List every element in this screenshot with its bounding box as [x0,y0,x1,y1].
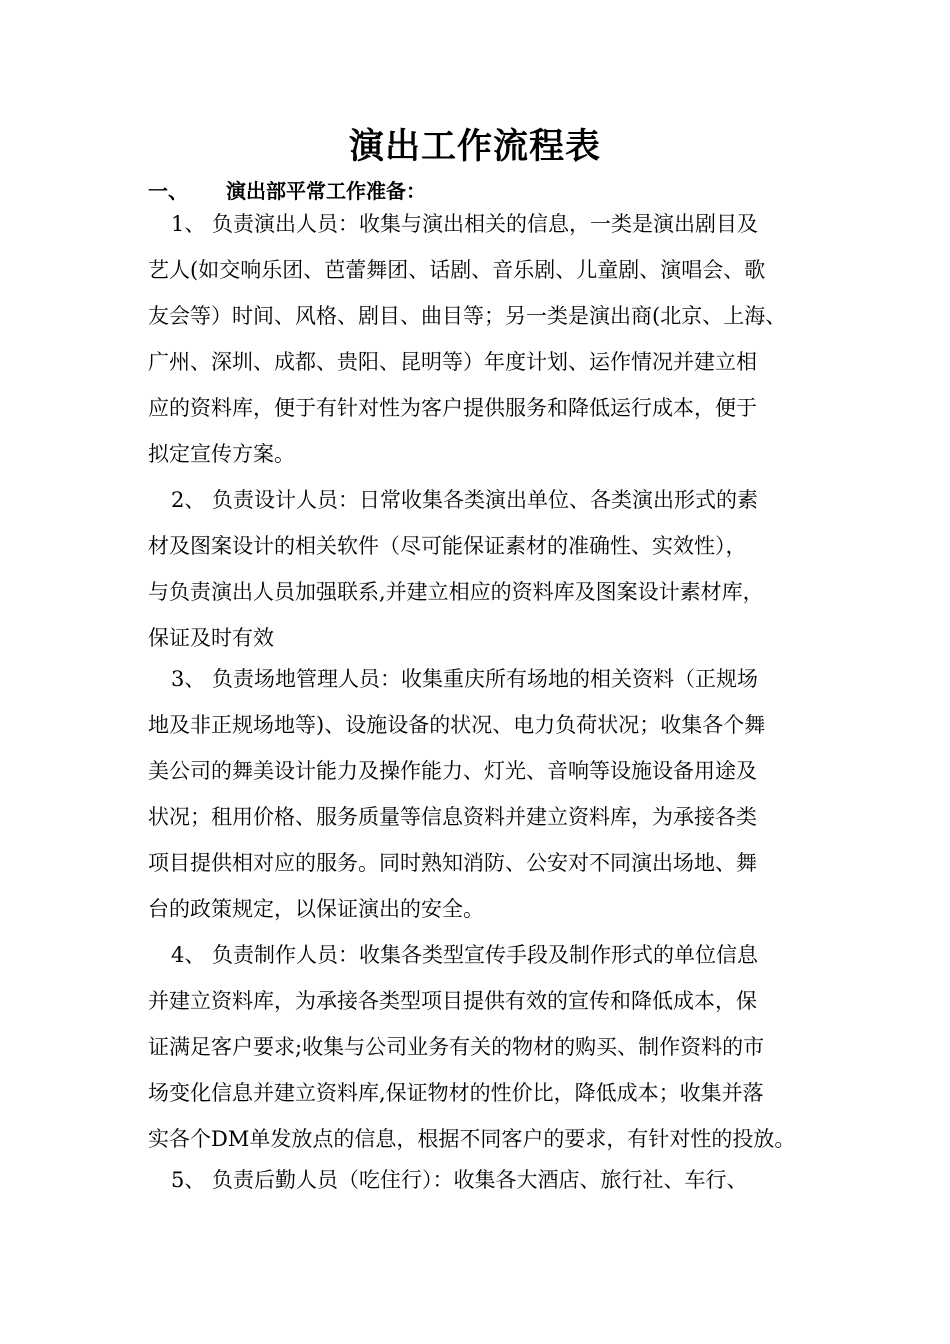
paragraph-line: 广州、深圳、成都、贵阳、昆明等）年度计划、运作情况并建立相 [148,350,757,374]
paragraph-line: 保证及时有效 [148,626,274,650]
paragraph-line: 4、 负责制作人员：收集各类型宣传手段及制作形式的单位信息 [171,943,759,967]
paragraph-line: 2、 负责设计人员：日常收集各类演出单位、各类演出形式的素 [171,488,759,512]
paragraph-line: 艺人(如交响乐团、芭蕾舞团、话剧、音乐剧、儿童剧、演唱会、歌 [148,258,766,282]
paragraph-line: 场变化信息并建立资料库,保证物材的性价比，降低成本；收集并落 [148,1081,764,1105]
paragraph-line: 5、 负责后勤人员（吃住行）：收集各大酒店、旅行社、车行、 [171,1168,748,1192]
paragraph-line: 实各个DM单发放点的信息，根据不同客户的要求，有针对性的投放。 [148,1127,796,1151]
paragraph-line: 材及图案设计的相关软件（尽可能保证素材的准确性、实效性）， [148,534,747,558]
paragraph-line: 证满足客户要求;收集与公司业务有关的物材的购买、制作资料的市 [148,1035,765,1059]
paragraph-line: 应的资料库，便于有针对性为客户提供服务和降低运行成本，便于 [148,396,757,420]
paragraph-line: 地及非正规场地等)、设施设备的状况、电力负荷状况；收集各个舞 [148,713,766,737]
paragraph-line: 友会等）时间、风格、剧目、曲目等；另一类是演出商(北京、上海、 [148,304,787,328]
paragraph-line: 状况；租用价格、服务质量等信息资料并建立资料库，为承接各类 [148,805,757,829]
section-heading-text: 演出部平常工作准备： [226,179,426,203]
paragraph-line: 项目提供相对应的服务。同时熟知消防、公安对不同演出场地、舞 [148,851,757,875]
section-number: 一、 [148,179,188,203]
paragraph-line: 3、 负责场地管理人员：收集重庆所有场地的相关资料（正规场 [171,667,759,691]
paragraph-line: 并建立资料库，为承接各类型项目提供有效的宣传和降低成本，保 [148,989,757,1013]
paragraph-line: 1、 负责演出人员：收集与演出相关的信息，一类是演出剧目及 [171,212,759,236]
paragraph-line: 拟定宣传方案。 [148,442,295,466]
paragraph-line: 美公司的舞美设计能力及操作能力、灯光、音响等设施设备用途及 [148,759,757,783]
paragraph-line: 台的政策规定，以保证演出的安全。 [148,897,484,921]
document-title: 演出工作流程表 [348,126,601,167]
paragraph-line: 与负责演出人员加强联系,并建立相应的资料库及图案设计素材库， [148,580,764,604]
